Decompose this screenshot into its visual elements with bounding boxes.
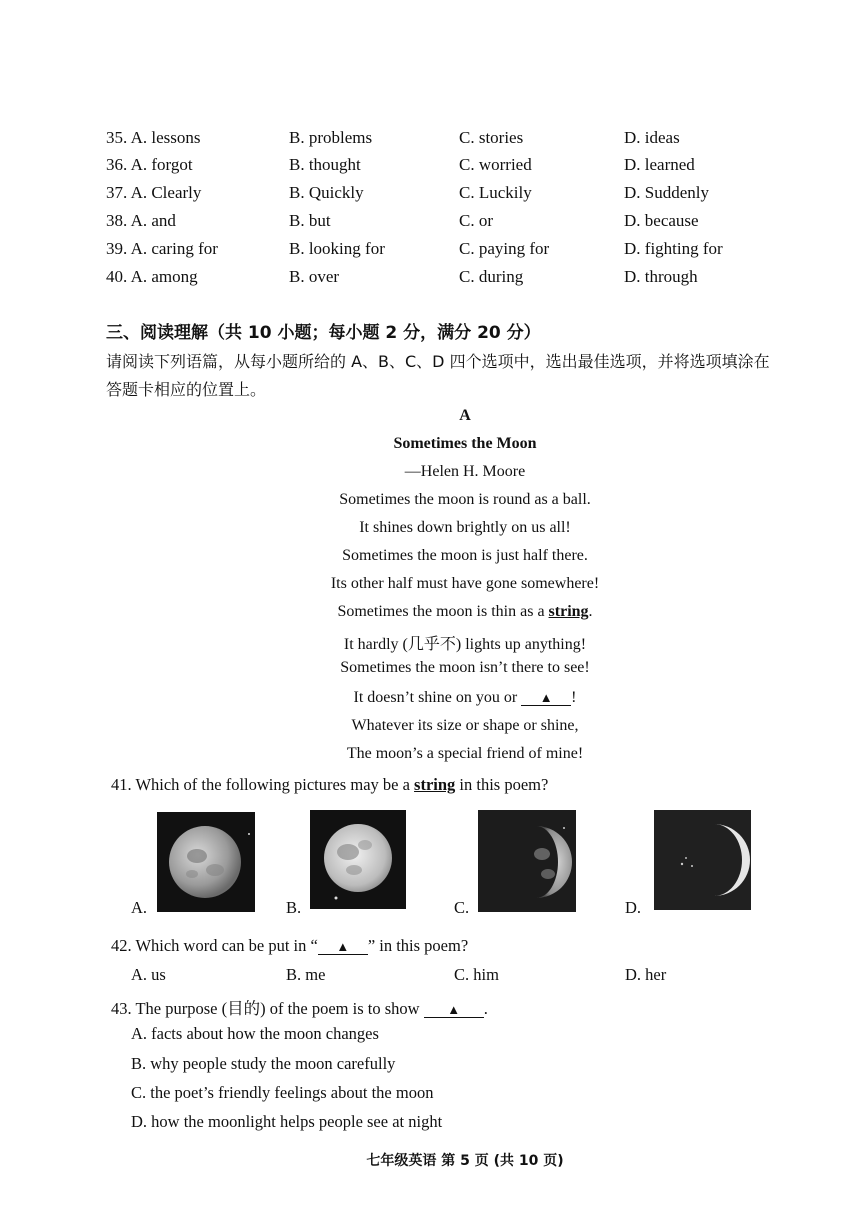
key-word-string: string — [414, 775, 456, 794]
poem-text: It doesn’t shine on you or — [353, 689, 522, 706]
option-a: 36. A. forgot — [106, 155, 193, 174]
options-row-38 — [0, 211, 860, 237]
question-text: 43. The purpose (目的) of the poem is to show — [111, 999, 424, 1018]
page-footer: 七年级英语 第 5 页 (共 10 页) — [366, 1153, 564, 1169]
option-b: B. Quickly — [289, 183, 364, 202]
option-a: 35. A. lessons — [106, 128, 201, 147]
options-row-37 — [0, 183, 860, 209]
answer-option-a[interactable]: A. facts about how the moon changes — [131, 1024, 379, 1043]
poem-line: Sometimes the moon is round as a ball. — [339, 491, 591, 508]
option-d: D. Suddenly — [624, 183, 709, 202]
options-row-36 — [0, 155, 860, 181]
option-a: 40. A. among — [106, 267, 198, 286]
poem-line: The moon’s a special friend of mine! — [346, 745, 584, 762]
poem-text: ! — [571, 689, 577, 706]
question-text: 42. Which word can be put in “ — [111, 936, 318, 955]
options-row-39 — [0, 239, 860, 265]
poem-title: Sometimes the Moon — [393, 435, 537, 452]
question-text: ” in this poem? — [367, 936, 469, 955]
answer-option-c[interactable]: C. him — [454, 965, 499, 984]
picture-label-c: C. — [454, 898, 470, 917]
option-a: 38. A. and — [106, 211, 176, 230]
question-42 — [111, 936, 468, 956]
poem-line: It hardly (几乎不) lights up anything! — [343, 636, 587, 653]
crescent-moon-image-d — [654, 810, 751, 910]
answer-option-a[interactable]: A. us — [131, 965, 166, 984]
option-a: 37. A. Clearly — [106, 183, 202, 202]
option-c: C. worried — [459, 155, 532, 174]
blank-triangle-mark: ▲ — [521, 691, 571, 706]
full-moon-image-a — [157, 812, 255, 912]
option-c: C. during — [459, 267, 524, 286]
picture-label-d: D. — [625, 898, 642, 917]
option-d: D. ideas — [624, 128, 680, 147]
answer-option-c[interactable]: C. the poet’s friendly feelings about the moon — [131, 1083, 434, 1102]
poem-line: Whatever its size or shape or shine, — [351, 717, 579, 734]
answer-option-d[interactable]: D. how the moonlight helps people see at night — [131, 1112, 443, 1131]
question-text: . — [483, 999, 488, 1018]
option-b: B. over — [289, 267, 340, 286]
picture-label-b: B. — [286, 898, 302, 917]
picture-label-a: A. — [131, 898, 148, 917]
question-41 — [111, 775, 548, 795]
poem-line — [0, 689, 860, 707]
gibbous-moon-image-c — [478, 810, 576, 912]
full-moon-image-b — [310, 810, 406, 909]
option-b: B. problems — [289, 128, 373, 147]
poem-line — [0, 603, 860, 621]
poem-line: Sometimes the moon isn’t there to see! — [340, 659, 590, 676]
option-c: C. or — [459, 211, 493, 230]
option-b: B. but — [289, 211, 331, 230]
question-text: in this poem? — [455, 775, 549, 794]
option-c: C. Luckily — [459, 183, 532, 202]
option-b: B. thought — [289, 155, 361, 174]
poem-text: Sometimes the moon is thin as a — [337, 603, 549, 620]
poem-line: It shines down brightly on us all! — [359, 519, 571, 536]
poem-line: Its other half must have gone somewhere! — [330, 575, 600, 592]
option-a: 39. A. caring for — [106, 239, 218, 258]
option-b: B. looking for — [289, 239, 385, 258]
option-d: D. through — [624, 267, 698, 286]
options-row-40 — [0, 267, 860, 293]
section-instruction: 请阅读下列语篇，从每小题所给的 A、B、C、D 四个选项中，选出最佳选项，并将选项填涂在答题卡相应的位置上。 — [106, 352, 770, 399]
question-text: 41. Which of the following pictures may be a — [111, 775, 415, 794]
option-d: D. learned — [624, 155, 695, 174]
key-word-string: string — [548, 603, 589, 620]
poem-text: . — [588, 603, 593, 620]
blank-triangle-mark: ▲ — [424, 1003, 484, 1018]
option-d: D. because — [624, 211, 699, 230]
answer-option-b[interactable]: B. me — [286, 965, 326, 984]
poem-author: —Helen H. Moore — [404, 463, 526, 480]
question-43 — [111, 995, 488, 1019]
answer-option-d[interactable]: D. her — [625, 965, 667, 984]
poem-line: Sometimes the moon is just half there. — [342, 547, 588, 564]
option-d: D. fighting for — [624, 239, 723, 258]
options-row-35 — [0, 128, 860, 154]
answer-option-b[interactable]: B. why people study the moon carefully — [131, 1054, 396, 1073]
section-title: 三、阅读理解（共 10 小题；每小题 2 分，满分 20 分） — [106, 323, 541, 343]
passage-letter: A — [459, 407, 471, 424]
option-c: C. stories — [459, 128, 524, 147]
option-c: C. paying for — [459, 239, 550, 258]
blank-triangle-mark: ▲ — [318, 940, 368, 955]
